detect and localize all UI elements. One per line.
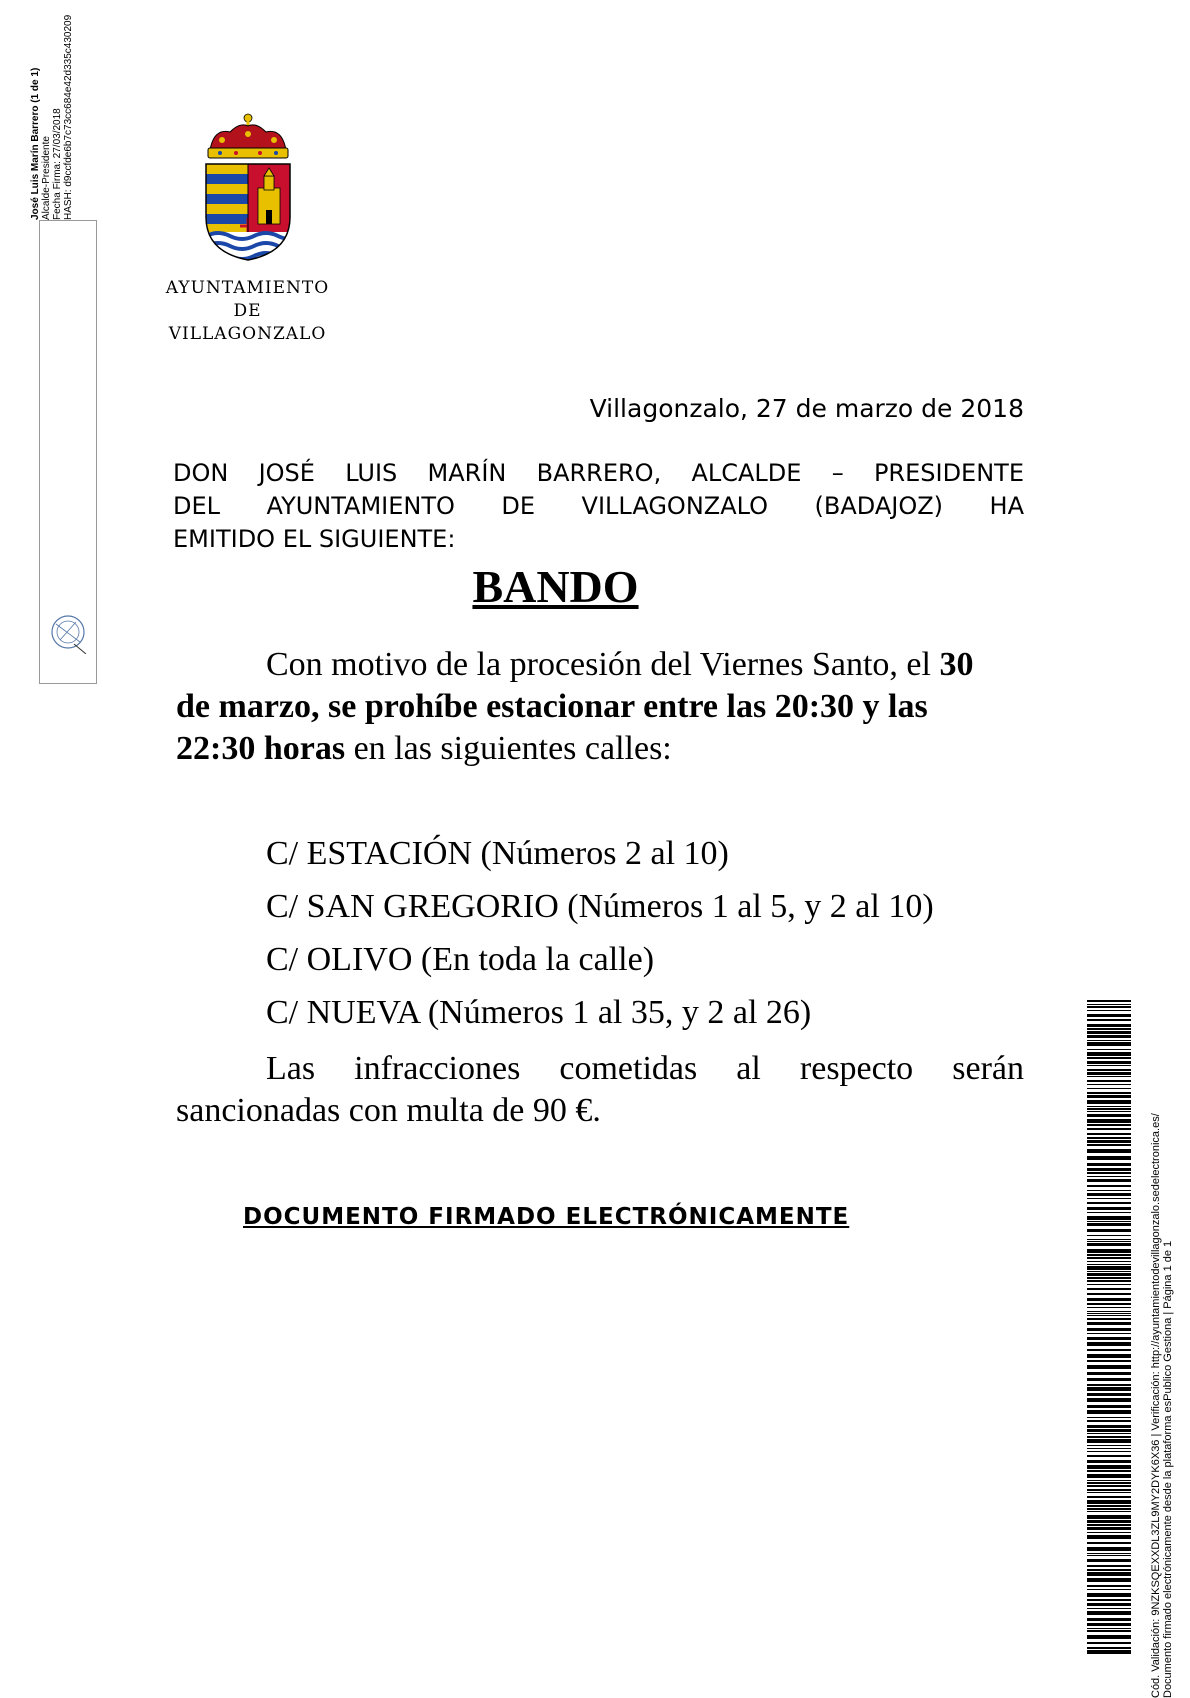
notice-prohibition-bold: de marzo, se prohíbe estacionar entre las 20:30 y las (176, 688, 928, 725)
notice-line (176, 686, 1020, 728)
signer-role: Alcalde-Presidente (41, 136, 52, 220)
document-date: Villagonzalo, 27 de marzo de 2018 (589, 394, 1024, 423)
intro-line: EMITIDO EL SIGUIENTE: (173, 525, 456, 553)
signature-hash: HASH: d9ccfde6b7c73cc684e42d335c430209 (63, 14, 74, 220)
intro-line: DON JOSÉ LUIS MARÍN BARRERO, ALCALDE – PRESIDENTE (173, 459, 1024, 487)
signed-notice: DOCUMENTO FIRMADO ELECTRÓNICAMENTE (243, 1204, 850, 1230)
council-name-line-2: DE (233, 301, 262, 321)
sanction-line: sancionadas con multa de 90 €. (176, 1092, 601, 1129)
verification-line: Cód. Validación: 9NZKSQEXXDL3ZL9MY2DYK6X36 | Verificación: http://ayuntamientodevillagonzalo.sedelectronica.es/ (1150, 1113, 1162, 1698)
signature-details (30, 15, 74, 220)
notice-paragraph (176, 644, 1020, 770)
coat-of-arms-icon (200, 112, 296, 262)
notice-time-bold: 22:30 horas (176, 730, 346, 767)
council-name-line-3: VILLAGONZALO (168, 324, 327, 344)
intro-line: DEL AYUNTAMIENTO DE VILLAGONZALO (BADAJOZ) HA (173, 492, 1024, 520)
verification-text (1150, 998, 1174, 1698)
page-title: BANDO (472, 561, 639, 612)
street-list (266, 832, 934, 1044)
barcode-icon (1087, 1000, 1131, 1656)
signer-name: José Luis Marín Barrero (1 de 1) (30, 67, 41, 220)
sanction-line: Las infracciones cometidas al respecto serán (266, 1050, 1024, 1087)
sanction-paragraph (176, 1048, 1024, 1132)
intro-statement (173, 457, 1024, 556)
notice-date-bold: 30 (939, 646, 974, 683)
council-name-line-1: AYUNTAMIENTO (165, 278, 330, 298)
notice-line (176, 644, 1020, 686)
list-item: C/ SAN GREGORIO (Números 1 al 5, y 2 al 10) (266, 888, 934, 925)
notice-text: Con motivo de la procesión del Viernes Santo, el (266, 646, 940, 683)
digital-seal-icon (46, 610, 90, 654)
notice-line (176, 728, 1020, 770)
signature-date: Fecha Firma: 27/03/2018 (52, 108, 63, 220)
list-item: C/ NUEVA (Números 1 al 35, y 2 al 26) (266, 994, 812, 1031)
list-item: C/ OLIVO (En toda la calle) (266, 941, 655, 978)
notice-text: en las siguientes calles: (345, 730, 672, 767)
list-item: C/ ESTACIÓN (Números 2 al 10) (266, 835, 729, 872)
verification-line: Documento firmado electrónicamente desde la plataforma esPublico Gestiona | Página 1 de 1 (1162, 1240, 1174, 1698)
